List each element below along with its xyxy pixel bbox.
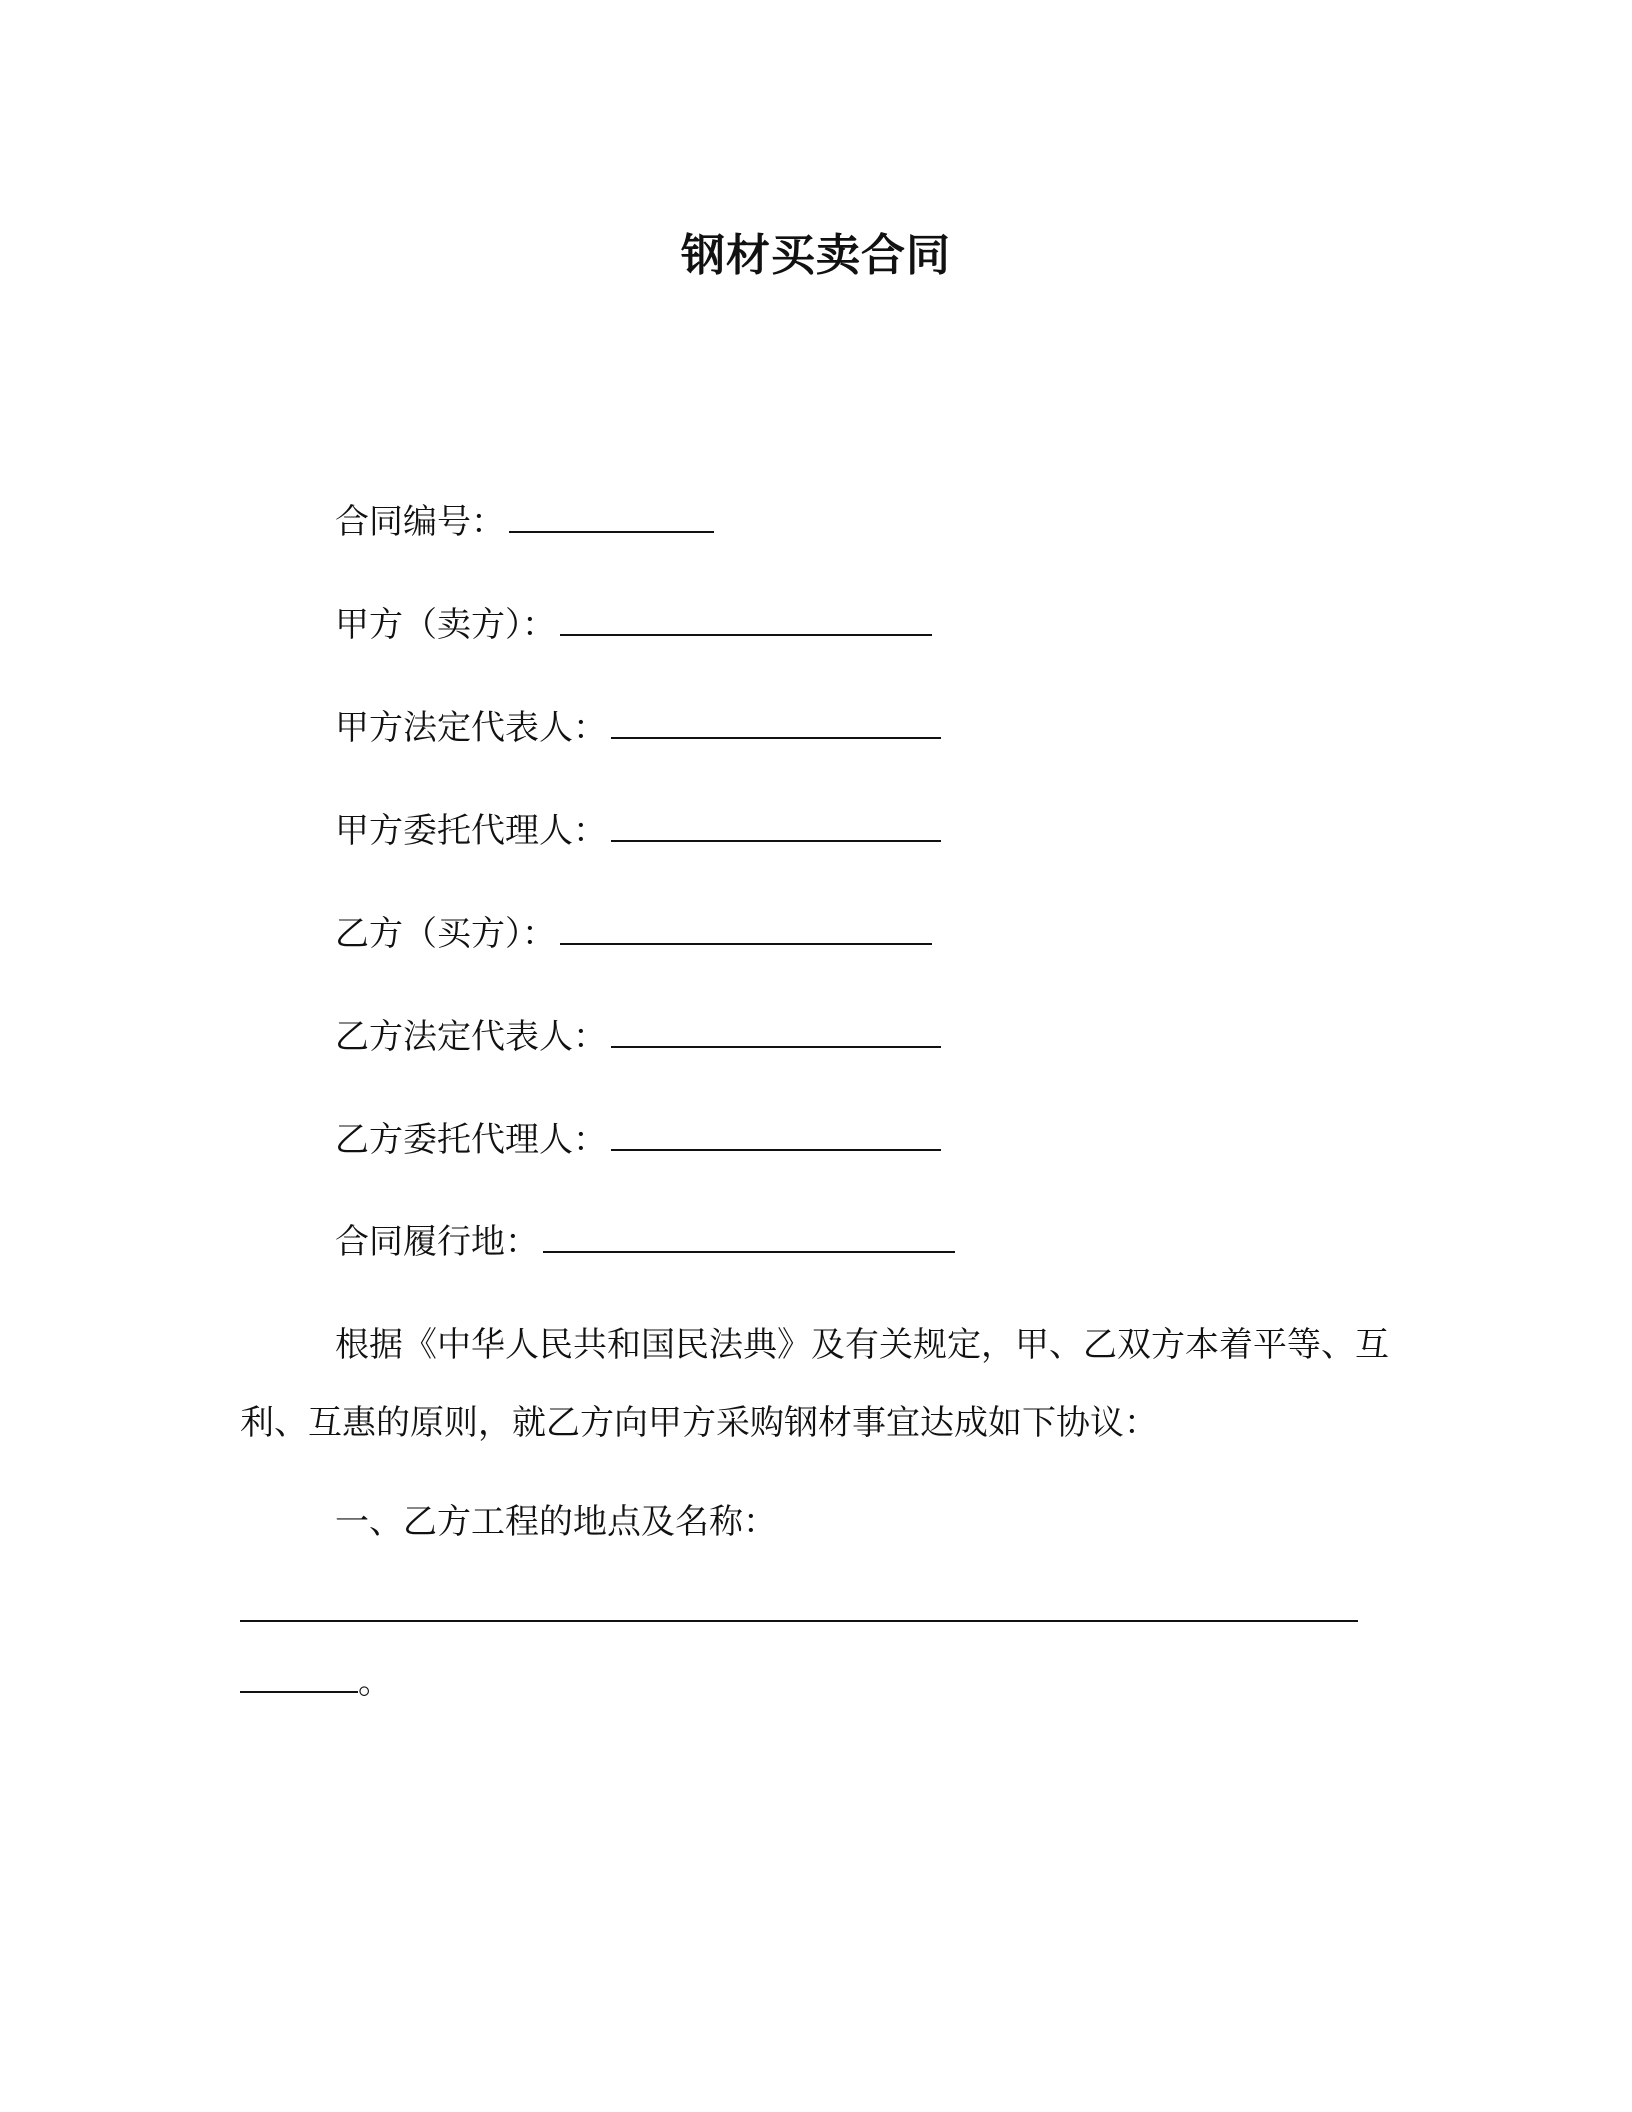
field-contract-number	[335, 500, 714, 544]
fill-in-blank	[611, 707, 941, 739]
fill-in-line	[240, 1620, 1358, 1622]
field-party-a	[335, 603, 932, 647]
field-party-b	[335, 912, 932, 956]
field-label: 合同编号：	[335, 502, 505, 542]
fill-in-blank	[611, 1119, 941, 1151]
field-party-a-legal-rep	[335, 706, 941, 750]
fill-in-blank	[611, 810, 941, 842]
field-label: 甲方（卖方）：	[335, 605, 556, 645]
field-label: 甲方法定代表人：	[335, 708, 607, 748]
field-label: 合同履行地：	[335, 1222, 539, 1262]
document-title: 钢材买卖合同	[681, 230, 951, 281]
field-party-a-agent	[335, 809, 941, 853]
fill-in-blank	[560, 913, 932, 945]
fill-in-blank	[543, 1221, 955, 1253]
fill-in-blank	[560, 604, 932, 636]
section-1-heading: 一、乙方工程的地点及名称：	[335, 1502, 777, 1542]
field-label: 乙方（买方）：	[335, 914, 556, 954]
full-stop: 。	[358, 1662, 392, 1702]
fill-in-blank	[611, 1016, 941, 1048]
field-party-b-agent	[335, 1118, 941, 1162]
field-label: 甲方委托代理人：	[335, 811, 607, 851]
field-party-b-legal-rep	[335, 1015, 941, 1059]
field-performance-place	[335, 1220, 955, 1264]
field-label: 乙方法定代表人：	[335, 1017, 607, 1057]
field-label: 乙方委托代理人：	[335, 1120, 607, 1160]
fill-in-blank	[240, 1661, 358, 1693]
section-1-fill-tail	[240, 1660, 392, 1704]
preamble-paragraph: 根据《中华人民共和国民法典》及有关规定，甲、乙双方本着平等、互利、互惠的原则，就乙方向甲方采购钢材事宜达成如下协议：	[240, 1325, 1389, 1443]
fill-in-blank	[509, 501, 714, 533]
